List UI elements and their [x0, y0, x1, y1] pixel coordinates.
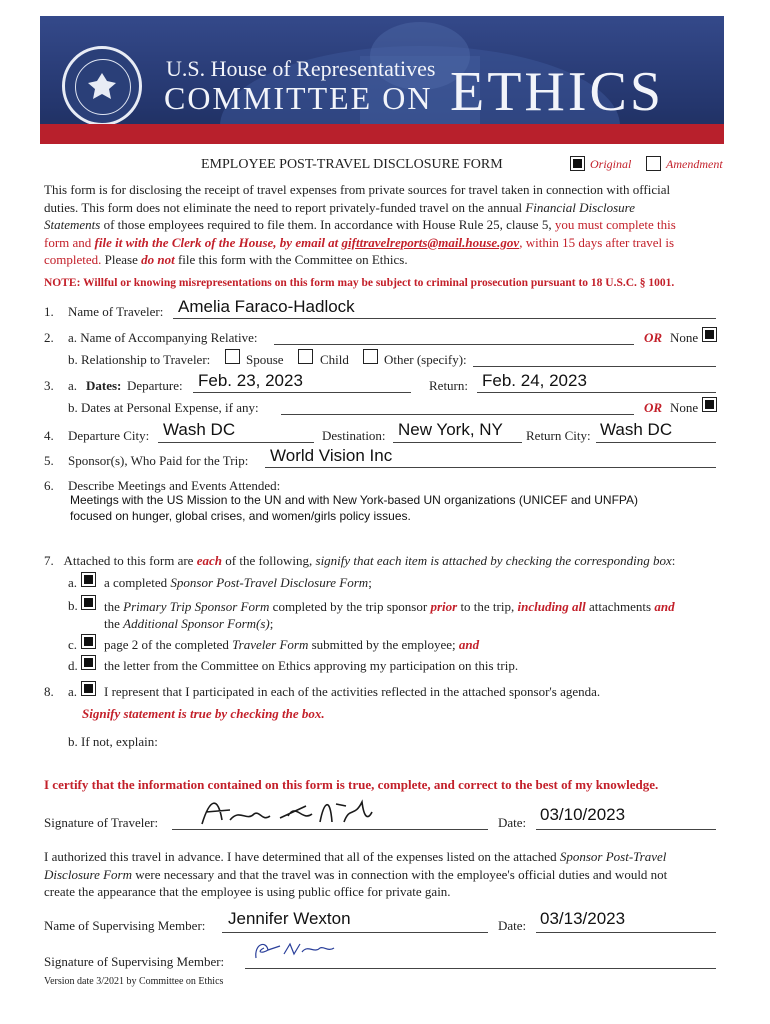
q8a-signify: Signify statement is true by checking the box. — [82, 706, 325, 721]
child-checkbox[interactable] — [298, 349, 313, 364]
q1-label: Name of Traveler: — [68, 304, 164, 319]
q7b-text: the Primary Trip Sponsor Form completed by the trip sponsor prior to the trip, including all attachments and the Additional Sponsor Form(s); — [104, 599, 675, 631]
header-line2a: COMMITTEE ON — [164, 80, 433, 116]
destination-field[interactable]: New York, NY — [398, 420, 503, 439]
q7a-letter: a. — [68, 575, 78, 590]
q5-num: 5. — [44, 453, 54, 468]
q3a-departure: Departure: — [127, 378, 183, 393]
q3a-return: Return: — [429, 378, 468, 393]
q4-return-label: Return City: — [526, 428, 591, 443]
q3b-none-checkbox[interactable] — [702, 397, 717, 412]
q1-num: 1. — [44, 304, 54, 319]
authorization-text: I authorized this travel in advance. I have determined that all of the expenses listed on the attached Sponsor Post-Travel Disclosure Form were necessary and that the travel was in connection with the employee's official duties and would not create the appearance that the employee is using public office for private gain. — [44, 849, 668, 899]
q7c-text: page 2 of the completed Traveler Form submitted by the employee; and — [104, 637, 480, 652]
sponsor-field[interactable]: World Vision Inc — [270, 446, 393, 465]
other-line — [473, 350, 716, 367]
original-checkbox[interactable] — [570, 156, 585, 171]
q4-destination-label: Destination: — [322, 428, 386, 443]
traveler-date-field[interactable]: 03/10/2023 — [540, 805, 626, 824]
sig-traveler-label: Signature of Traveler: — [44, 815, 159, 830]
q7a-checkbox[interactable] — [81, 572, 96, 587]
spouse-label: Spouse — [246, 352, 284, 367]
child-label: Child — [320, 352, 349, 367]
q7d-letter: d. — [68, 658, 78, 673]
intro-paragraph: This form is for disclosing the receipt of travel expenses from private sources for travel taken in connection with official duties. This form does not eliminate the need to report privately-funded travel on the annual Financial Disclosure Statements of those employees required to file them. In accordance with House Rule 25, clause 5, you must complete this form and file it with the Clerk of the House, by email at gifttravelreports@mail.house.gov, within 15 days after travel is completed. Please do not file this form with the Committee on Ethics. — [44, 182, 676, 267]
traveler-name-field[interactable]: Amelia Faraco-Hadlock — [178, 297, 355, 316]
return-city-field[interactable]: Wash DC — [600, 420, 673, 439]
meetings-field[interactable] — [70, 492, 638, 524]
q8a-checkbox[interactable] — [81, 681, 96, 696]
q8a-letter: a. — [68, 684, 78, 699]
supervising-member-field[interactable]: Jennifer Wexton — [228, 909, 351, 928]
q8-num: 8. — [44, 684, 54, 699]
q2a-line — [274, 328, 634, 345]
certify-text: I certify that the information contained on this form is true, complete, and correct to the best of my knowledge. — [44, 777, 659, 792]
header-banner — [40, 16, 724, 144]
q3-num: 3. — [44, 378, 54, 393]
sup-sig-label: Signature of Supervising Member: — [44, 954, 225, 969]
header-line1: U.S. House of Representatives — [166, 56, 436, 81]
header-line2b: ETHICS — [450, 61, 664, 123]
meetings-line1: Meetings with the US Mission to the UN and with New York-based UN organizations (UNICEF and UNFPA) — [70, 493, 639, 507]
q8b-label: b. If not, explain: — [68, 734, 158, 749]
form-title: EMPLOYEE POST-TRAVEL DISCLOSURE FORM — [201, 157, 503, 172]
q2b-label: b. Relationship to Traveler: — [68, 352, 211, 367]
q7b-letter: b. — [68, 598, 78, 613]
sup-date-label: Date: — [498, 918, 527, 933]
sig-traveler-date-label: Date: — [498, 815, 527, 830]
house-seal-icon — [62, 46, 142, 126]
q7d-checkbox[interactable] — [81, 655, 96, 670]
q7c-letter: c. — [68, 637, 78, 652]
original-label: Original — [590, 157, 632, 171]
supervisor-date-field[interactable]: 03/13/2023 — [540, 909, 626, 928]
header-red-stripe — [40, 124, 724, 144]
return-date-field[interactable]: Feb. 24, 2023 — [482, 371, 587, 390]
q7a-text: a completed Sponsor Post-Travel Disclosure Form; — [104, 575, 372, 590]
q4-departure-label: Departure City: — [68, 428, 150, 443]
departure-city-field[interactable]: Wash DC — [163, 420, 236, 439]
q3a-a: a. — [68, 378, 78, 393]
q3a-dates: Dates: — [86, 378, 122, 393]
spouse-checkbox[interactable] — [225, 349, 240, 364]
traveler-signature[interactable] — [196, 792, 376, 832]
q7d-text: the letter from the Committee on Ethics approving my participation on this trip. — [104, 658, 519, 673]
other-label: Other (specify): — [384, 352, 467, 367]
supervisor-signature[interactable] — [250, 936, 340, 966]
q2a-none-checkbox[interactable] — [702, 327, 717, 342]
meetings-line2: focused on hunger, global crises, and women/girls policy issues. — [70, 509, 411, 523]
email-link[interactable]: gifttravelreports@mail.house.gov — [341, 234, 520, 250]
departure-date-field[interactable]: Feb. 23, 2023 — [198, 371, 303, 390]
q6-label: Describe Meetings and Events Attended: — [68, 478, 281, 493]
amendment-checkbox[interactable] — [646, 156, 661, 171]
q3b-label: b. Dates at Personal Expense, if any: — [68, 400, 259, 415]
q4-num: 4. — [44, 428, 54, 443]
q2a-none: None — [670, 330, 699, 345]
note: NOTE: Willful or knowing misrepresentations on this form may be subject to criminal prosecution pursuant to 18 U.S.C. § 1001. — [44, 277, 675, 289]
q5-label: Sponsor(s), Who Paid for the Trip: — [68, 453, 249, 468]
other-checkbox[interactable] — [363, 349, 378, 364]
q2a-label: a. Name of Accompanying Relative: — [68, 330, 258, 345]
q7c-checkbox[interactable] — [81, 634, 96, 649]
q7b-checkbox[interactable] — [81, 595, 96, 610]
q7-text: 7. Attached to this form are each of the following, signify that each item is attached by checking the corresponding box: — [44, 553, 676, 568]
q2a-or: OR — [644, 330, 663, 345]
q3b-none: None — [670, 400, 699, 415]
q6-num: 6. — [44, 478, 54, 493]
q2-num: 2. — [44, 330, 54, 345]
q8a-text: I represent that I participated in each of the activities reflected in the attached sponsor's agenda. — [104, 684, 601, 699]
sup-name-label: Name of Supervising Member: — [44, 918, 206, 933]
q3b-line — [281, 398, 634, 415]
q3b-or: OR — [644, 400, 663, 415]
version-date: Version date 3/2021 by Committee on Ethics — [44, 976, 224, 987]
amendment-label: Amendment — [666, 157, 723, 171]
